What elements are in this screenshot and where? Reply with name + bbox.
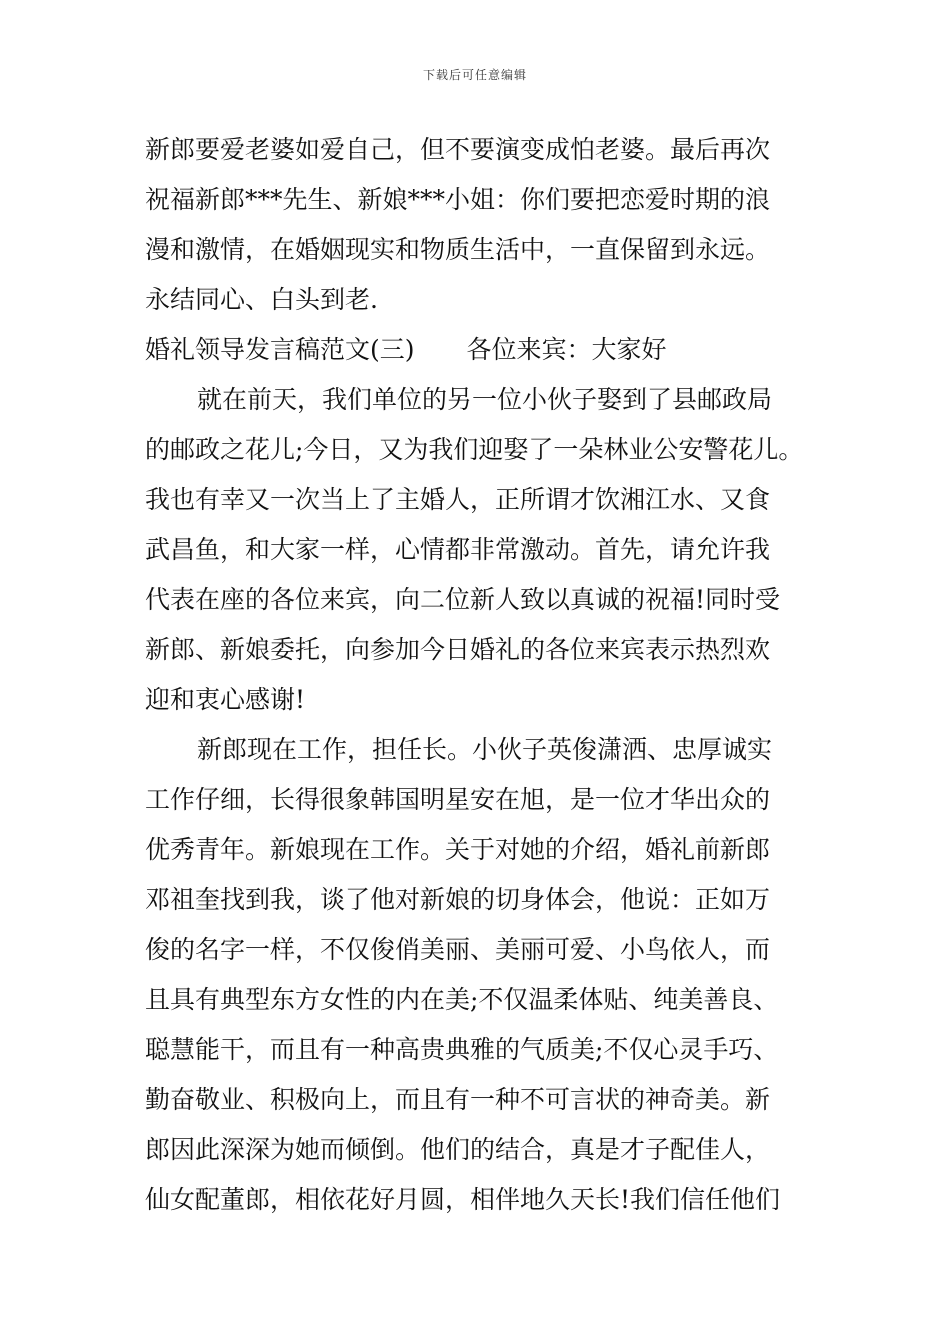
text-line: 我也有幸又一次当上了主婚人，正所谓才饮湘江水、又食	[145, 485, 771, 514]
text-line: 祝福新郎***先生、新娘***小姐：你们要把恋爱时期的浪	[145, 185, 771, 214]
text-line: 优秀青年。新娘现在工作。关于对她的介绍，婚礼前新郎	[145, 835, 771, 864]
document-body	[145, 125, 825, 1225]
text-line: 武昌鱼，和大家一样，心情都非常激动。首先，请允许我	[145, 535, 771, 564]
text-line: 新郎、新娘委托，向参加今日婚礼的各位来宾表示热烈欢	[145, 635, 771, 664]
text-line: 工作仔细，长得很象韩国明星安在旭，是一位才华出众的	[145, 785, 771, 814]
text-line: 新郎要爱老婆如爱自己，但不要演变成怕老婆。最后再次	[145, 135, 771, 164]
text-line: 聪慧能干，而且有一种高贵典雅的气质美;不仅心灵手巧、	[145, 1035, 779, 1064]
text-line: 郎因此深深为她而倾倒。他们的结合，真是才子配佳人，	[145, 1135, 771, 1164]
text-line: 俊的名字一样，不仅俊俏美丽、美丽可爱、小鸟依人，而	[145, 935, 771, 964]
header-note: 下载后可任意编辑	[422, 68, 527, 82]
text-line: 永结同心、白头到老.	[145, 285, 378, 314]
text-line: 迎和衷心感谢!	[145, 685, 306, 714]
section-heading: 婚礼领导发言稿范文(三)	[145, 335, 415, 364]
text-line: 新郎现在工作，担任长。小伙子英俊潇洒、忠厚诚实	[197, 735, 773, 764]
text-line: 漫和激情，在婚姻现实和物质生活中，一直保留到永远。	[145, 235, 771, 264]
text-line: 的邮政之花儿;今日，又为我们迎娶了一朵林业公安警花儿。	[145, 435, 804, 464]
text-line: 就在前天，我们单位的另一位小伙子娶到了县邮政局	[197, 385, 773, 414]
greeting: 各位来宾：大家好	[466, 335, 667, 364]
text-line: 勤奋敬业、积极向上，而且有一种不可言状的神奇美。新	[145, 1085, 771, 1114]
text-line: 仙女配董郎，相依花好月圆，相伴地久天长!我们信任他们	[145, 1185, 781, 1214]
text-line: 且具有典型东方女性的内在美;不仅温柔体贴、纯美善良、	[145, 985, 779, 1014]
text-line: 代表在座的各位来宾，向二位新人致以真诚的祝福!同时受	[145, 585, 781, 614]
text-line: 邓祖奎找到我，谈了他对新娘的切身体会，他说：正如万	[145, 885, 771, 914]
section-heading-line	[145, 325, 825, 375]
